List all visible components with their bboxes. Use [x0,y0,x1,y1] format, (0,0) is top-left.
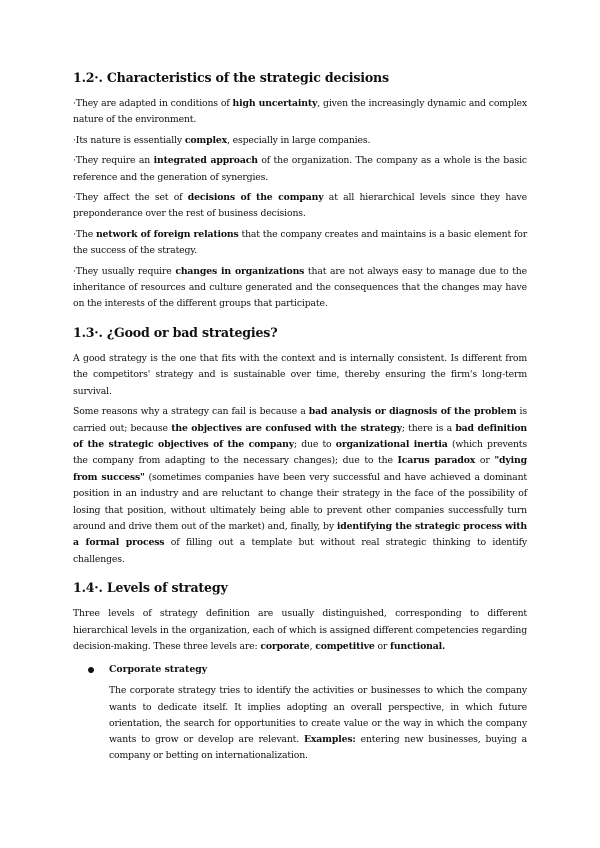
list-item-corporate-strategy [73,663,527,764]
bullet-body [109,683,527,764]
levels-paragraph: Three levels of strategy definition are usually distinguished, corresponding to different hierarchical levels in the organization, each of which is assigned different competencies regarding decision-making. These three levels are: corporate, competitive or functional. [73,608,527,652]
section-heading-characteristics: 1.2·. Characteristics of the strategic decisions [73,70,389,85]
bullet-title: Corporate strategy [109,664,208,676]
failure-reasons-paragraph: Some reasons why a strategy can fail is because a bad analysis or diagnosis of the problem is carried out; because the objectives are confused with the strategy; there is a bad definition of the strategic objectives of the company; due to organizational inertia (which prevents the company from adapting to the necessary changes); due to the Icarus paradox or "dying from success" (sometimes companies have been very successful and have achieved a dominant position in an industry and are reluctant to change their strategy in the face of the possibility of losing that position, without ultimately being able to prevent other companies successfully turn around and drive them out of the market) and, finally, by identifying the strategic process with a formal process of filling out a template but without real strategic thinking to identify challenges. [73,406,527,565]
good-strategy-paragraph: A good strategy is the one that fits with the context and is internally consistent. Is different from the competitors' strategy and is sustainable over time, thereby ensuring the firm's long-term survival. [73,352,527,397]
section-heading-good-or-bad: 1.3·. ¿Good or bad strategies? [73,324,278,340]
corporate-strategy-paragraph: The corporate strategy tries to identify the activities or businesses to which the company wants to dedicate itself. It implies adopting an overall perspective, in which future orientation, the search for opportunities to create value or the way in which the company wants to grow or develop are relevant. Examples: entering new businesses, buying a company or betting on internationalization. [109,685,527,762]
characteristic-item: ·They require an integrated approach of the organization. The company as a whole is the basic reference and the generation of synergies. [73,155,527,183]
section-heading-levels: 1.4·. Levels of strategy [73,580,228,596]
characteristic-item: ·They usually require changes in organizations that are not always easy to manage due to the inheritance of resources and culture generated and the consequences that the changes may have on the interests of the different groups that participate. [73,265,527,310]
characteristic-item: ·They are adapted in conditions of high uncertainty, given the increasingly dynamic and complex nature of the environment. [73,98,528,126]
bullet-icon [88,667,94,673]
characteristic-item: ·Its nature is essentially complex, especially in large companies. [73,134,371,146]
characteristic-item: ·They affect the set of decisions of the company at all hierarchical levels since they have preponderance over the rest of business decisions. [73,192,528,220]
characteristic-item: ·The network of foreign relations that the company creates and maintains is a basic element for the success of the strategy. [73,228,527,257]
document-content [73,70,527,768]
